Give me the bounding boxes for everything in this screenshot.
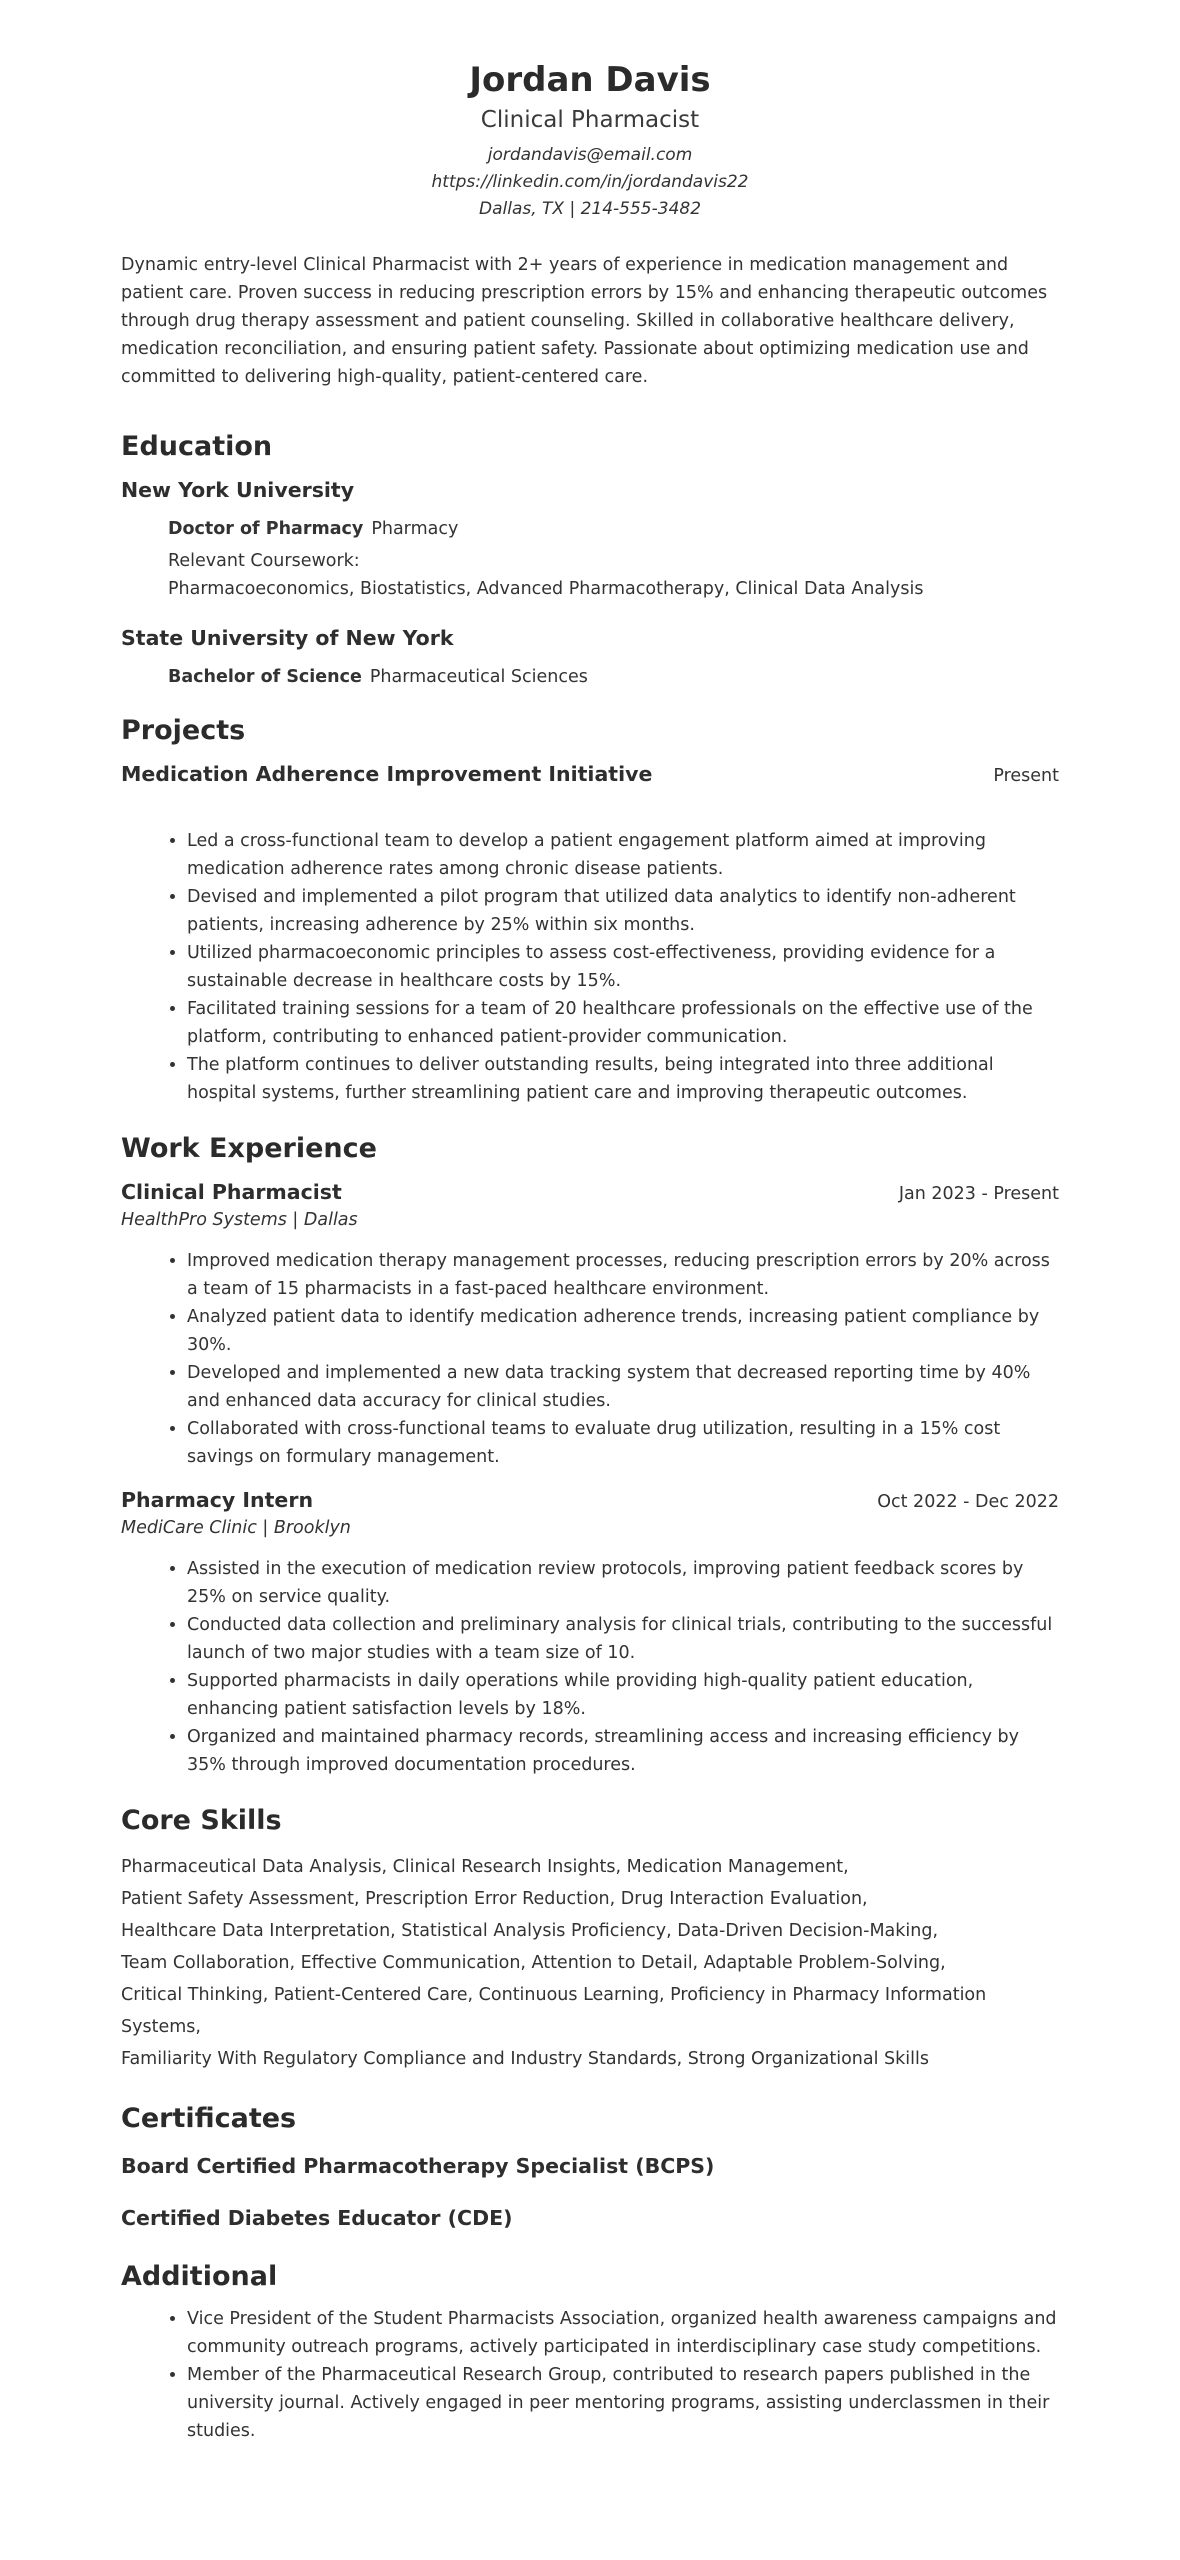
skills-list <box>121 1851 1059 2075</box>
skills-line: Team Collaboration, Effective Communication, Attention to Detail, Adaptable Problem-Solving, <box>121 1953 946 1973</box>
project-header <box>121 759 1059 789</box>
contact-linkedin[interactable]: https://linkedin.com/in/jordandavis22 <box>431 172 749 192</box>
project-date: Present <box>993 766 1059 786</box>
projects-section <box>121 713 1059 1107</box>
job-bullets <box>121 1247 1059 1471</box>
list-item: • Developed and implemented a new data tracking system that decreased reporting time by 40% and enhanced data accuracy for clinical studies. <box>187 1359 1059 1415</box>
list-item: • Led a cross-functional team to develop a patient engagement platform aimed at improving medication adherence rates among chronic disease patients. <box>187 827 1059 883</box>
education-heading: Education <box>121 431 273 462</box>
experience-heading: Work Experience <box>121 1133 377 1164</box>
experience-section <box>121 1131 1059 1779</box>
degree-line <box>168 515 1059 543</box>
degree-line <box>168 663 1059 691</box>
skills-line: Critical Thinking, Patient-Centered Care, Continuous Learning, Proficiency in Pharmacy Information Systems, <box>121 1985 987 2037</box>
job-entry <box>121 1177 1059 1471</box>
skills-line: Familiarity With Regulatory Compliance and Industry Standards, Strong Organizational Skills <box>121 2049 929 2069</box>
additional-heading: Additional <box>121 2261 278 2292</box>
skills-heading: Core Skills <box>121 1805 282 1836</box>
job-company: HealthPro Systems | Dallas <box>121 1210 358 1230</box>
education-entry <box>121 475 1059 603</box>
degree-field: Pharmaceutical Sciences <box>369 667 588 687</box>
job-date: Jan 2023 - Present <box>898 1184 1059 1204</box>
contact-info <box>0 142 1180 223</box>
certificates-section <box>121 2101 1059 2233</box>
coursework-label: Relevant Coursework: <box>168 551 360 571</box>
certificate-item: Board Certified Pharmacotherapy Specialist (BCPS) <box>121 2154 715 2178</box>
skills-section <box>121 1803 1059 2075</box>
school-name: State University of New York <box>121 626 454 650</box>
education-section <box>121 429 1059 691</box>
certificate-item: Certified Diabetes Educator (CDE) <box>121 2206 513 2230</box>
contact-location-phone: Dallas, TX | 214-555-3482 <box>478 199 702 219</box>
degree-name: Doctor of Pharmacy <box>168 519 364 539</box>
contact-email[interactable]: jordandavis@email.com <box>487 145 693 165</box>
job-date: Oct 2022 - Dec 2022 <box>877 1492 1059 1512</box>
list-item: • Collaborated with cross-functional teams to evaluate drug utilization, resulting in a 15% cost savings on formulary management. <box>187 1415 1059 1471</box>
resume-header <box>0 0 1180 223</box>
list-item: • Improved medication therapy management processes, reducing prescription errors by 20% across a team of 15 pharmacists in a fast-paced healthcare environment. <box>187 1247 1059 1303</box>
coursework-list: Pharmacoeconomics, Biostatistics, Advanced Pharmacotherapy, Clinical Data Analysis <box>168 579 924 599</box>
list-item: • The platform continues to deliver outstanding results, being integrated into three additional hospital systems, further streamlining patient care and improving therapeutic outcomes. <box>187 1051 1059 1107</box>
list-item: • Utilized pharmacoeconomic principles to assess cost-effectiveness, providing evidence for a sustainable decrease in healthcare costs by 15%. <box>187 939 1059 995</box>
degree-name: Bachelor of Science <box>168 667 362 687</box>
list-item: • Organized and maintained pharmacy records, streamlining access and increasing efficiency by 35% through improved documentation procedures. <box>187 1723 1059 1779</box>
summary-paragraph: Dynamic entry-level Clinical Pharmacist with 2+ years of experience in medication management and patient care. Proven success in reducing prescription errors by 15% and enhancing therapeutic outcomes through drug therapy assessment and patient counseling. Skilled in collaborative healthcare delivery, medication reconciliation, and ensuring patient safety. Passionate about optimizing medication use and committed to delivering high-quality, patient-centered care. <box>121 255 1048 387</box>
list-item: • Conducted data collection and preliminary analysis for clinical trials, contributing to the successful launch of two major studies with a team size of 10. <box>187 1611 1059 1667</box>
job-bullets <box>121 1555 1059 1779</box>
project-title: Medication Adherence Improvement Initiative <box>121 762 653 786</box>
list-item: • Devised and implemented a pilot program that utilized data analytics to identify non-adherent patients, increasing adherence by 25% within six months. <box>187 883 1059 939</box>
job-title: Pharmacy Intern <box>121 1488 314 1512</box>
list-item: • Vice President of the Student Pharmacists Association, organized health awareness campaigns and community outreach programs, actively participated in interdisciplinary case study competitions. <box>187 2305 1059 2361</box>
project-bullets <box>121 827 1059 1107</box>
education-entry <box>121 623 1059 691</box>
job-company: MediCare Clinic | Brooklyn <box>121 1518 351 1538</box>
list-item: • Facilitated training sessions for a team of 20 healthcare professionals on the effective use of the platform, contributing to enhanced patient-provider communication. <box>187 995 1059 1051</box>
job-entry <box>121 1485 1059 1779</box>
additional-section <box>121 2259 1059 2445</box>
certificates-heading: Certificates <box>121 2103 297 2134</box>
skills-line: Pharmaceutical Data Analysis, Clinical Research Insights, Medication Management, <box>121 1857 849 1877</box>
skills-line: Patient Safety Assessment, Prescription Error Reduction, Drug Interaction Evaluation, <box>121 1889 868 1909</box>
list-item: • Analyzed patient data to identify medication adherence trends, increasing patient compliance by 30%. <box>187 1303 1059 1359</box>
projects-heading: Projects <box>121 715 246 746</box>
candidate-name: Jordan Davis <box>469 60 711 100</box>
school-name: New York University <box>121 478 355 502</box>
degree-field: Pharmacy <box>371 519 459 539</box>
candidate-role: Clinical Pharmacist <box>480 107 700 133</box>
additional-bullets <box>121 2305 1059 2445</box>
list-item: • Assisted in the execution of medication review protocols, improving patient feedback scores by 25% on service quality. <box>187 1555 1059 1611</box>
list-item: • Member of the Pharmaceutical Research Group, contributed to research papers published in the university journal. Actively engaged in peer mentoring programs, assisting underclassmen in their studies. <box>187 2361 1059 2445</box>
job-title: Clinical Pharmacist <box>121 1180 342 1204</box>
list-item: • Supported pharmacists in daily operations while providing high-quality patient education, enhancing patient satisfaction levels by 18%. <box>187 1667 1059 1723</box>
skills-line: Healthcare Data Interpretation, Statistical Analysis Proficiency, Data-Driven Decision-Making, <box>121 1921 939 1941</box>
